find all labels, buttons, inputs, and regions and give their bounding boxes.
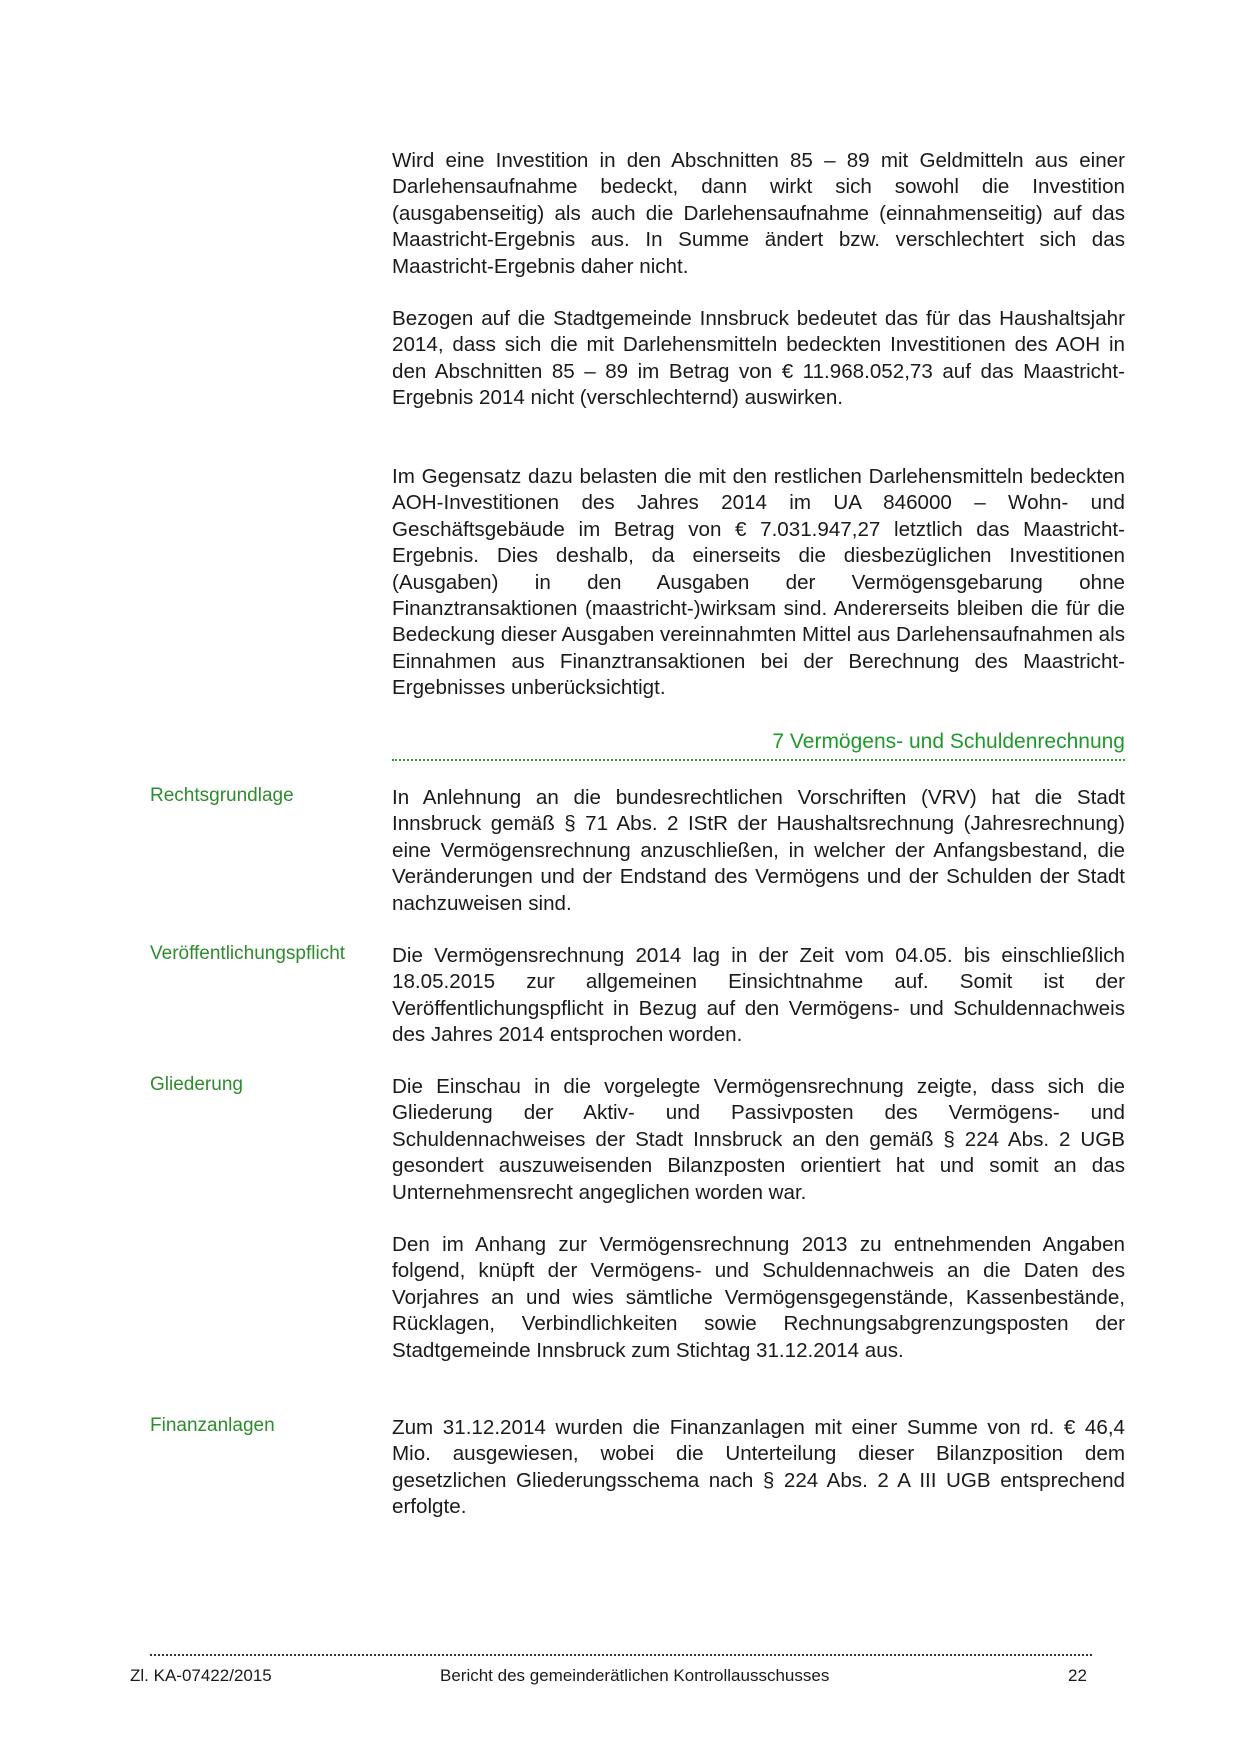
side-label-rechtsgrundlage: Rechtsgrundlage [150, 785, 294, 806]
side-label-finanzanlagen: Finanzanlagen [150, 1415, 275, 1436]
footer-reference: Zl. KA-07422/2015 [130, 1666, 272, 1685]
paragraph-investition-darlehen: Wird eine Investition in den Abschnitten 85 – 89 mit Geldmitteln aus einer Darlehensaufnahme bedeckt, dann wirkt sich sowohl die Investition (ausgabenseitig) als auch die Darlehensaufnahme (einnahmenseitig) auf das Maastricht-Ergebnis aus. In Summe ändert bzw. verschlechtert sich das Maastricht-Ergebnis daher nicht. [392, 149, 1125, 278]
paragraph-rechtsgrundlage: In Anlehnung an die bundesrechtlichen Vorschriften (VRV) hat die Stadt Innsbruck gemäß § 71 Abs. 2 IStR der Haushaltsrechnung (Jahresrechnung) eine Vermögensrechnung anzuschließen, in welcher der Anfangsbestand, die Veränderungen und der Endstand des Vermögens und der Schulden der Stadt nachzuweisen sind. [392, 786, 1125, 915]
section-heading: 7 Vermögens- und Schuldenrechnung [772, 730, 1125, 753]
footer-divider [150, 1654, 1092, 1656]
paragraph-aoh-investitionen: Im Gegensatz dazu belasten die mit den restlichen Darlehensmitteln bedeckten AOH-Investitionen des Jahres 2014 im UA 846000 – Wohn- und Geschäftsgebäude im Betrag von € 7.031.947,27 letztlich das Maastricht-Ergebnis. Dies deshalb, da einerseits die diesbezüglichen Investitionen (Ausgaben) in den Ausgaben der Vermögensgebarung ohne Finanztransaktionen (maastricht-)wirksam sind. Andererseits bleiben die für die Bedeckung dieser Ausgaben vereinnahmten Mittel aus Darlehensaufnahmen als Einnahmen aus Finanztransaktionen bei der Berechnung des Maastricht-Ergebnisses unberücksichtigt. [392, 465, 1125, 700]
paragraph-anhang-vermoegensrechnung: Den im Anhang zur Vermögensrechnung 2013 zu entnehmenden Angaben folgend, knüpft der Vermögens- und Schuldennachweis an die Daten des Vorjahres an und wies sämtliche Vermögensgegenstände, Kassenbestände, Rücklagen, Verbindlichkeiten sowie Rechnungsabgrenzungsposten der Stadtgemeinde Innsbruck zum Stichtag 31.12.2014 aus. [392, 1233, 1125, 1362]
footer-title: Bericht des gemeinderätlichen Kontrollausschusses [440, 1666, 830, 1685]
side-label-veroeffentlichungspflicht: Veröffentlichungspflicht [150, 943, 346, 964]
paragraph-gliederung: Die Einschau in die vorgelegte Vermögensrechnung zeigte, dass sich die Gliederung der Aktiv- und Passivposten des Vermögens- und Schuldennachweises der Stadt Innsbruck an den gemäß § 224 Abs. 2 UGB gesondert auszuweisenden Bilanzposten orientiert hat und somit an das Unternehmensrecht angeglichen worden war. [392, 1075, 1125, 1204]
paragraph-finanzanlagen: Zum 31.12.2014 wurden die Finanzanlagen mit einer Summe von rd. € 46,4 Mio. ausgewiesen, wobei die Unterteilung dieser Bilanzposition dem gesetzlichen Gliederungsschema nach § 224 Abs. 2 A III UGB entsprechend erfolgte. [392, 1416, 1125, 1519]
page-number: 22 [1068, 1666, 1087, 1685]
paragraph-innsbruck-haushaltsjahr: Bezogen auf die Stadtgemeinde Innsbruck bedeutet das für das Haushaltsjahr 2014, dass sich die mit Darlehensmitteln bedeckten Investitionen des AOH in den Abschnitten 85 – 89 im Betrag von € 11.968.052,73 auf das Maastricht-Ergebnis 2014 nicht (verschlechternd) auswirken. [392, 307, 1125, 410]
paragraph-veroeffentlichung: Die Vermögensrechnung 2014 lag in der Zeit vom 04.05. bis einschließlich 18.05.2015 zur allgemeinen Einsichtnahme auf. Somit ist der Veröffentlichungspflicht in Bezug auf den Vermögens- und Schuldennachweis des Jahres 2014 entsprochen worden. [392, 944, 1125, 1047]
section-heading-divider [392, 759, 1125, 761]
side-label-gliederung: Gliederung [150, 1074, 243, 1095]
